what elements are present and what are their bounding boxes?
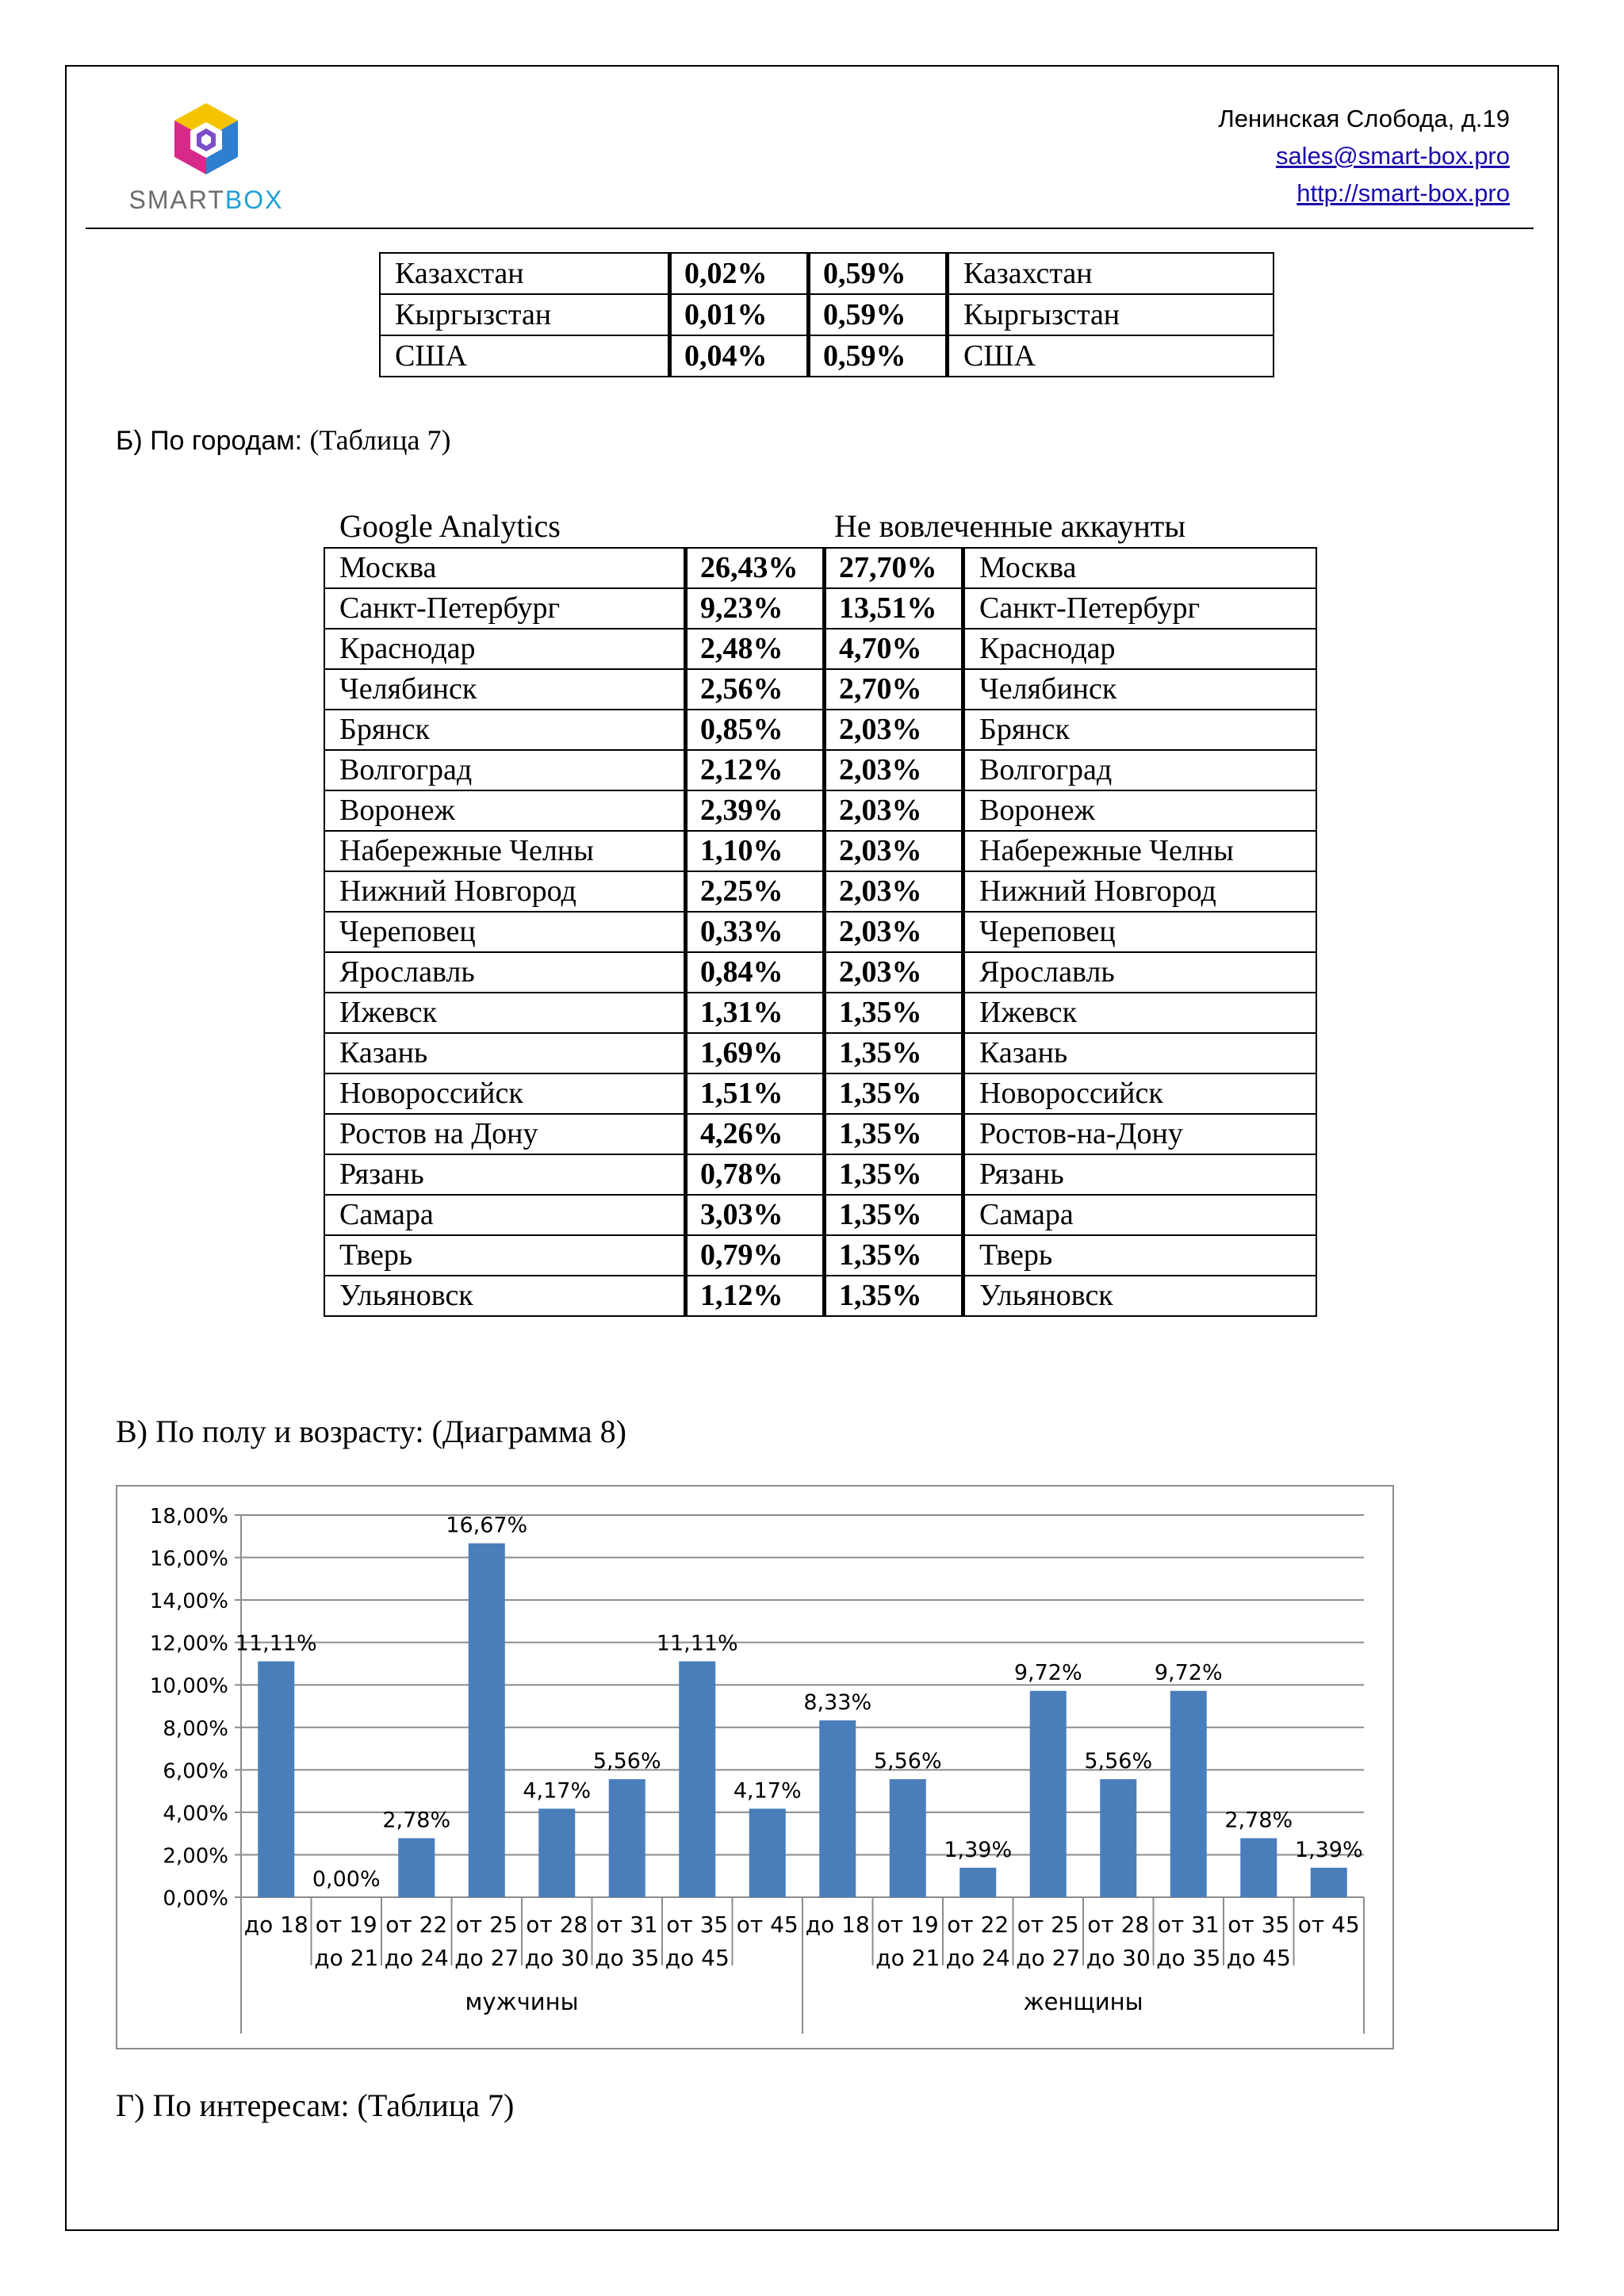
name2-cell: Самара [963, 1195, 1317, 1235]
table-row [324, 710, 1316, 750]
ne-value-cell: 2,03% [825, 710, 963, 750]
y-tick-label: 6,00% [163, 1759, 228, 1784]
ne-value-cell: 27,70% [825, 548, 963, 588]
name-cell: Рязань [324, 1154, 686, 1195]
bar [1240, 1839, 1277, 1897]
name2-cell: Новороссийск [963, 1073, 1317, 1114]
name2-cell: Ижевск [963, 993, 1317, 1033]
ne-value-cell: 1,35% [825, 1073, 963, 1114]
category-label: до 24 [384, 1945, 449, 1971]
category-label: до 27 [1016, 1945, 1081, 1971]
email-link[interactable]: sales@smart-box.pro [1275, 142, 1510, 170]
name-cell: Тверь [324, 1235, 686, 1276]
bar [890, 1779, 926, 1897]
countries-table [379, 252, 1274, 377]
name2-cell: Нижний Новгород [963, 871, 1317, 912]
table-row [324, 831, 1316, 871]
data-label: 4,17% [523, 1778, 592, 1804]
category-label: до 24 [945, 1945, 1010, 1971]
ga-value-cell: 26,43% [686, 548, 825, 588]
y-tick-label: 18,00% [149, 1505, 228, 1529]
table-row [324, 1033, 1316, 1073]
name2-cell: Москва [963, 548, 1317, 588]
ga-value-cell: 1,31% [686, 993, 825, 1033]
table-row [324, 1235, 1316, 1276]
ga-value-cell: 0,84% [686, 952, 825, 993]
name2-cell: Казань [963, 1033, 1317, 1073]
name-cell: Казахстан [380, 253, 670, 294]
smartbox-logo [119, 100, 293, 219]
table-row [324, 912, 1316, 952]
name2-cell: Челябинск [963, 669, 1317, 710]
ga-value-cell: 2,39% [686, 790, 825, 831]
data-label: 16,67% [446, 1513, 528, 1538]
section-d-title: Г) По интересам: (Таблица 7) [116, 2087, 515, 2123]
bar [398, 1839, 435, 1897]
category-label: от 28 [526, 1911, 588, 1938]
bar [1100, 1779, 1136, 1897]
ga-value-cell: 1,51% [686, 1073, 825, 1114]
cube-logo-icon [163, 100, 249, 179]
y-tick-label: 0,00% [163, 1887, 228, 1911]
category-label: от 19 [876, 1911, 939, 1938]
category-label: до 18 [805, 1911, 870, 1938]
bar [959, 1868, 996, 1897]
gender-age-chart [116, 1485, 1394, 2049]
table-row [324, 1195, 1316, 1235]
bar [679, 1661, 715, 1897]
category-label: от 22 [947, 1911, 1009, 1938]
table-row [324, 669, 1316, 710]
group-label: мужчины [465, 1988, 579, 2015]
y-tick-label: 10,00% [149, 1674, 228, 1699]
ga-value-cell: 2,48% [686, 629, 825, 669]
table-row [324, 750, 1316, 790]
bar [258, 1661, 294, 1897]
name-cell: Краснодар [324, 629, 686, 669]
table-row [324, 588, 1316, 629]
name-cell: Череповец [324, 912, 686, 952]
ne-value-cell: 2,03% [825, 790, 963, 831]
category-label: до 35 [595, 1945, 660, 1971]
table-row [380, 294, 1274, 335]
ga-value-cell: 0,04% [670, 335, 809, 377]
ne-value-cell: 1,35% [825, 1114, 963, 1154]
y-tick-label: 14,00% [149, 1590, 228, 1614]
data-label: 11,11% [656, 1631, 738, 1656]
name2-cell: Ульяновск [963, 1276, 1317, 1316]
table-row [324, 993, 1316, 1033]
ga-value-cell: 0,01% [670, 294, 809, 335]
ga-value-cell: 0,02% [670, 253, 809, 294]
cities-table-body [324, 548, 1316, 1316]
data-label: 2,78% [1224, 1808, 1293, 1833]
name2-cell: Ростов-на-Дону [963, 1114, 1317, 1154]
ne-value-cell: 2,03% [825, 750, 963, 790]
ga-value-cell: 0,79% [686, 1235, 825, 1276]
name-cell: Ростов на Дону [324, 1114, 686, 1154]
category-label: до 30 [524, 1945, 589, 1971]
ne-value-cell: 1,35% [825, 1154, 963, 1195]
category-label: от 22 [385, 1911, 448, 1938]
name-cell: Волгоград [324, 750, 686, 790]
ne-value-cell: 0,59% [809, 294, 948, 335]
table-row [380, 335, 1274, 377]
data-label: 11,11% [235, 1631, 317, 1656]
ne-value-cell: 1,35% [825, 1195, 963, 1235]
table-row [324, 548, 1316, 588]
category-label: до 27 [454, 1945, 519, 1971]
y-tick-label: 12,00% [149, 1632, 228, 1656]
ga-value-cell: 0,85% [686, 710, 825, 750]
data-label: 8,33% [803, 1689, 872, 1715]
name2-cell: Тверь [963, 1235, 1317, 1276]
name2-cell: Рязань [963, 1154, 1317, 1195]
y-tick-label: 4,00% [163, 1801, 228, 1826]
company-address [1218, 100, 1510, 212]
name-cell: Нижний Новгород [324, 871, 686, 912]
ga-value-cell: 0,33% [686, 912, 825, 952]
category-label: от 28 [1087, 1911, 1150, 1938]
ne-value-cell: 1,35% [825, 1033, 963, 1073]
y-tick-label: 16,00% [149, 1547, 228, 1571]
category-label: до 21 [314, 1945, 379, 1971]
name-cell: США [380, 335, 670, 377]
table-row [380, 253, 1274, 294]
bar [609, 1779, 645, 1897]
category-label: от 19 [315, 1911, 377, 1938]
ga-value-cell: 3,03% [686, 1195, 825, 1235]
ne-value-cell: 2,03% [825, 952, 963, 993]
category-label: от 35 [1228, 1911, 1290, 1938]
name2-cell: Набережные Челны [963, 831, 1317, 871]
data-label: 9,72% [1013, 1660, 1082, 1686]
address-text: Ленинская Слобода, д.19 [1218, 105, 1510, 132]
data-label: 1,39% [1294, 1837, 1363, 1862]
table-row [324, 1114, 1316, 1154]
ga-value-cell: 2,56% [686, 669, 825, 710]
ne-value-cell: 2,03% [825, 831, 963, 871]
name-cell: Казань [324, 1033, 686, 1073]
y-tick-label: 8,00% [163, 1716, 228, 1741]
cities-header-ga: Google Analytics [339, 508, 561, 544]
category-label: от 45 [1297, 1911, 1360, 1938]
ga-value-cell: 1,12% [686, 1276, 825, 1316]
name2-cell: Краснодар [963, 629, 1317, 669]
name-cell: Ярославль [324, 952, 686, 993]
category-label: от 25 [1017, 1911, 1079, 1938]
name2-cell: США [948, 335, 1274, 377]
name-cell: Набережные Челны [324, 831, 686, 871]
category-label: до 45 [665, 1945, 730, 1971]
chart-svg [117, 1487, 1392, 2048]
category-label: от 31 [596, 1911, 658, 1938]
name2-cell: Санкт-Петербург [963, 588, 1317, 629]
name2-cell: Ярославль [963, 952, 1317, 993]
countries-table-body [380, 253, 1274, 377]
name-cell: Ульяновск [324, 1276, 686, 1316]
y-tick-label: 2,00% [163, 1844, 228, 1869]
table-row [324, 1073, 1316, 1114]
cities-table [324, 547, 1317, 1317]
name2-cell: Волгоград [963, 750, 1317, 790]
table-row [324, 1154, 1316, 1195]
data-label: 1,39% [944, 1837, 1013, 1862]
category-label: до 45 [1226, 1945, 1291, 1971]
table-row [324, 952, 1316, 993]
name-cell: Самара [324, 1195, 686, 1235]
ne-value-cell: 1,35% [825, 1235, 963, 1276]
name2-cell: Казахстан [948, 253, 1274, 294]
name-cell: Кыргызстан [380, 294, 670, 335]
data-label: 0,00% [312, 1867, 381, 1892]
ga-value-cell: 0,78% [686, 1154, 825, 1195]
ga-value-cell: 9,23% [686, 588, 825, 629]
bar [749, 1808, 786, 1897]
name-cell: Челябинск [324, 669, 686, 710]
data-label: 5,56% [1084, 1749, 1153, 1774]
ga-value-cell: 1,69% [686, 1033, 825, 1073]
name-cell: Брянск [324, 710, 686, 750]
category-label: от 25 [455, 1911, 518, 1938]
name-cell: Воронеж [324, 790, 686, 831]
cities-header-ne: Не вовлеченные аккаунты [834, 508, 1186, 544]
ne-value-cell: 0,59% [809, 335, 948, 377]
bar [469, 1544, 505, 1897]
name-cell: Санкт-Петербург [324, 588, 686, 629]
name2-cell: Воронеж [963, 790, 1317, 831]
ga-value-cell: 2,12% [686, 750, 825, 790]
ne-value-cell: 1,35% [825, 1276, 963, 1316]
category-label: до 35 [1156, 1945, 1221, 1971]
ne-value-cell: 2,03% [825, 871, 963, 912]
name-cell: Ижевск [324, 993, 686, 1033]
table-row [324, 629, 1316, 669]
name2-cell: Череповец [963, 912, 1317, 952]
ne-value-cell: 13,51% [825, 588, 963, 629]
category-label: от 45 [736, 1911, 799, 1938]
name-cell: Новороссийск [324, 1073, 686, 1114]
ga-value-cell: 2,25% [686, 871, 825, 912]
category-label: до 30 [1086, 1945, 1151, 1971]
table-row [324, 790, 1316, 831]
table-row [324, 1276, 1316, 1316]
name-cell: Москва [324, 548, 686, 588]
category-label: от 31 [1157, 1911, 1220, 1938]
ne-value-cell: 1,35% [825, 993, 963, 1033]
ne-value-cell: 2,03% [825, 912, 963, 952]
data-label: 5,56% [873, 1749, 942, 1774]
table-row [324, 871, 1316, 912]
data-label: 2,78% [382, 1808, 451, 1833]
ne-value-cell: 4,70% [825, 629, 963, 669]
ne-value-cell: 2,70% [825, 669, 963, 710]
group-label: женщины [1023, 1988, 1143, 2015]
name2-cell: Кыргызстан [948, 294, 1274, 335]
bar [1170, 1691, 1207, 1897]
bar [1030, 1691, 1067, 1897]
bar [819, 1720, 856, 1897]
header-divider [86, 228, 1534, 229]
data-label: 4,17% [733, 1778, 802, 1804]
category-label: до 21 [875, 1945, 940, 1971]
data-label: 9,72% [1154, 1660, 1223, 1686]
bar [1311, 1868, 1347, 1897]
bar [538, 1808, 575, 1897]
category-label: до 18 [243, 1911, 308, 1938]
ne-value-cell: 0,59% [809, 253, 948, 294]
ga-value-cell: 4,26% [686, 1114, 825, 1154]
section-b-title: Б) По городам: (Таблица 7) [116, 424, 451, 456]
section-c-title: В) По полу и возрасту: (Диаграмма 8) [116, 1414, 626, 1449]
ga-value-cell: 1,10% [686, 831, 825, 871]
name2-cell: Брянск [963, 710, 1317, 750]
category-label: от 35 [666, 1911, 729, 1938]
data-label: 5,56% [592, 1749, 661, 1774]
logo-wordmark: SMARTBOX [128, 186, 284, 214]
website-link[interactable]: http://smart-box.pro [1297, 179, 1510, 207]
